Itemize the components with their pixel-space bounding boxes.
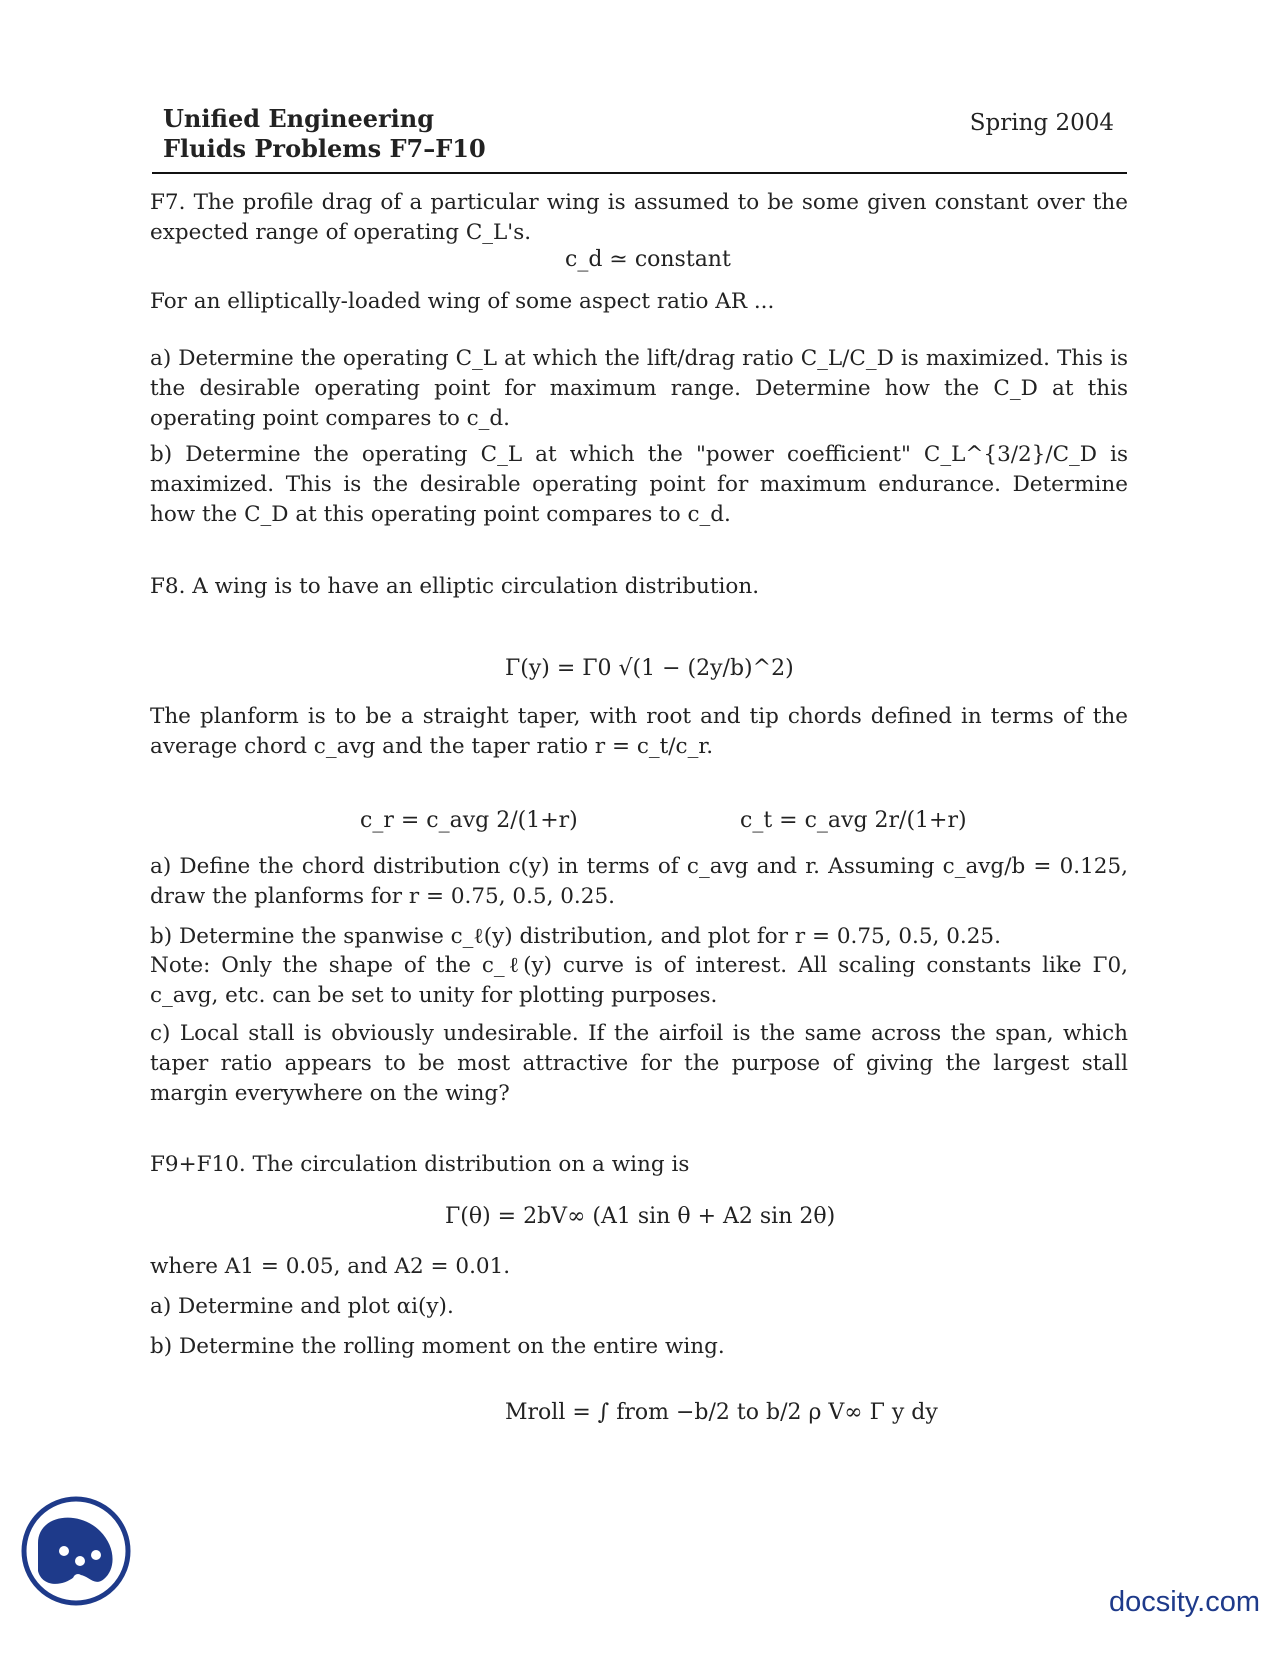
f8-note: Note: Only the shape of the c_ℓ(y) curve is of interest. All scaling constants like Γ0, c_avg, etc. can be set to unity for plotting purposes. (150, 953, 1128, 1008)
docsity-brand-link[interactable]: docsity.com (1109, 1586, 1260, 1618)
f8-part-b: b) Determine the spanwise c_ℓ(y) distribution, and plot for r = 0.75, 0.5, 0.25. (150, 924, 1001, 949)
f9-rolling-moment-equation: Mroll = ∫ from −b/2 to b/2 ρ V∞ Γ y dy (505, 1400, 938, 1425)
f9-intro: F9+F10. The circulation distribution on a wing is (150, 1152, 690, 1177)
f8-root-chord-equation: c_r = c_avg 2/(1+r) (360, 808, 578, 833)
f8-intro: F8. A wing is to have an elliptic circulation distribution. (150, 574, 760, 599)
term-label: Spring 2004 (969, 110, 1114, 136)
f9-part-a: a) Determine and plot αi(y). (150, 1294, 454, 1319)
f7-part-a: a) Determine the operating C_L at which the lift/drag ratio C_L/C_D is maximized. This is the desirable operating point for maximum range. Determine how the C_D at this operating point compares to c_d. (150, 346, 1128, 431)
f8-circulation-equation: Γ(y) = Γ0 √(1 − (2y/b)^2) (505, 656, 794, 681)
f8-part-a: a) Define the chord distribution c(y) in terms of c_avg and r. Assuming c_avg/b = 0.125, draw the planforms for r = 0.75, 0.5, 0.25. (150, 854, 1128, 909)
f9-circulation-equation: Γ(θ) = 2bV∞ (A1 sin θ + A2 sin 2θ) (445, 1204, 836, 1229)
f8-tip-chord-equation: c_t = c_avg 2r/(1+r) (740, 808, 967, 833)
f7-part-b: b) Determine the operating C_L at which the "power coefficient" C_L^{3/2}/C_D is maximized. This is the desirable operating point for maximum endurance. Determine how the C_D at this operating point compares to c_d. (150, 442, 1128, 527)
f8-planform: The planform is to be a straight taper, with root and tip chords defined in terms of the average chord c_avg and the taper ratio r = c_t/c_r. (150, 704, 1128, 759)
f7-equation: c_d ≃ constant (565, 247, 731, 272)
course-title: Unified Engineering (163, 104, 434, 133)
f7-aspect-ratio: For an elliptically-loaded wing of some aspect ratio AR ... (150, 289, 775, 314)
docsity-logo-icon[interactable] (20, 1495, 132, 1607)
f8-part-c: c) Local stall is obviously undesirable. If the airfoil is the same across the span, which taper ratio appears to be most attractive for the purpose of giving the largest stall margin everywhere on the wing? (150, 1021, 1128, 1106)
header-rule (152, 172, 1127, 174)
problem-set-title: Fluids Problems F7–F10 (163, 134, 486, 163)
f9-part-b: b) Determine the rolling moment on the entire wing. (150, 1334, 725, 1359)
f9-where: where A1 = 0.05, and A2 = 0.01. (150, 1254, 511, 1279)
f7-intro: F7. The profile drag of a particular wing is assumed to be some given constant over the expected range of operating C_L's. (150, 190, 1128, 245)
